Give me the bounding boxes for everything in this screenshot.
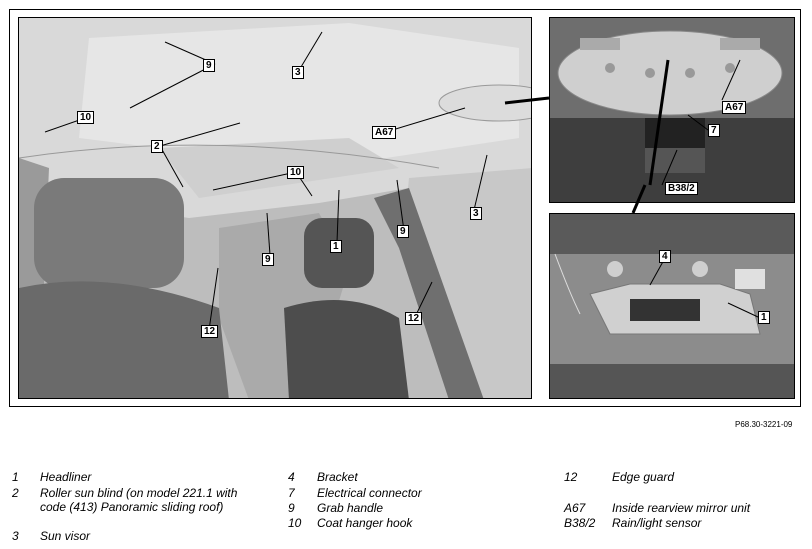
callout-3: 3: [470, 207, 482, 220]
callout-9: 9: [397, 225, 409, 238]
legend-text: Grab handle: [317, 501, 384, 515]
legend-number: 9: [288, 501, 295, 515]
legend-text: Headliner: [40, 470, 92, 484]
legend-text: Sun visor: [40, 529, 91, 543]
legend-text: Electrical connector: [317, 486, 422, 500]
callout-10: 10: [77, 111, 94, 124]
legend-number: 3: [12, 529, 19, 543]
legend-number: 4: [288, 470, 295, 484]
mirror-unit-photo: [549, 17, 795, 203]
bracket-photo: [549, 213, 795, 399]
callout-4: 4: [659, 250, 671, 263]
callout-9: 9: [262, 253, 274, 266]
legend-number: 1: [12, 470, 19, 484]
legend-text: Coat hanger hook: [317, 516, 413, 530]
legend-number: A67: [564, 501, 586, 515]
legend-text: Bracket: [317, 470, 358, 484]
legend-number: 7: [288, 486, 295, 500]
callout-9: 9: [203, 59, 215, 72]
figure-reference: P68.30-3221-09: [735, 420, 793, 429]
callout-3: 3: [292, 66, 304, 79]
callout-12: 12: [201, 325, 218, 338]
callout-1: 1: [330, 240, 342, 253]
legend-text: Inside rearview mirror unit: [612, 501, 751, 515]
callout-12: 12: [405, 312, 422, 325]
callout-a67: A67: [722, 101, 746, 114]
callout-a67: A67: [372, 126, 396, 139]
legend-number: B38/2: [564, 516, 596, 530]
legend-number: 2: [12, 486, 19, 500]
interior-photo: [18, 17, 532, 399]
callout-b38-2: B38/2: [665, 182, 698, 195]
legend-text: Roller sun blind (on model 221.1 with code (413) Panoramic sliding roof): [40, 486, 238, 514]
callout-10: 10: [287, 166, 304, 179]
callout-2: 2: [151, 140, 163, 153]
legend-text: Edge guard: [612, 470, 675, 484]
callout-1: 1: [758, 311, 770, 324]
callout-7: 7: [708, 124, 720, 137]
legend-number: 10: [288, 516, 302, 530]
legend-number: 12: [564, 470, 578, 484]
legend-text: Rain/light sensor: [612, 516, 702, 530]
